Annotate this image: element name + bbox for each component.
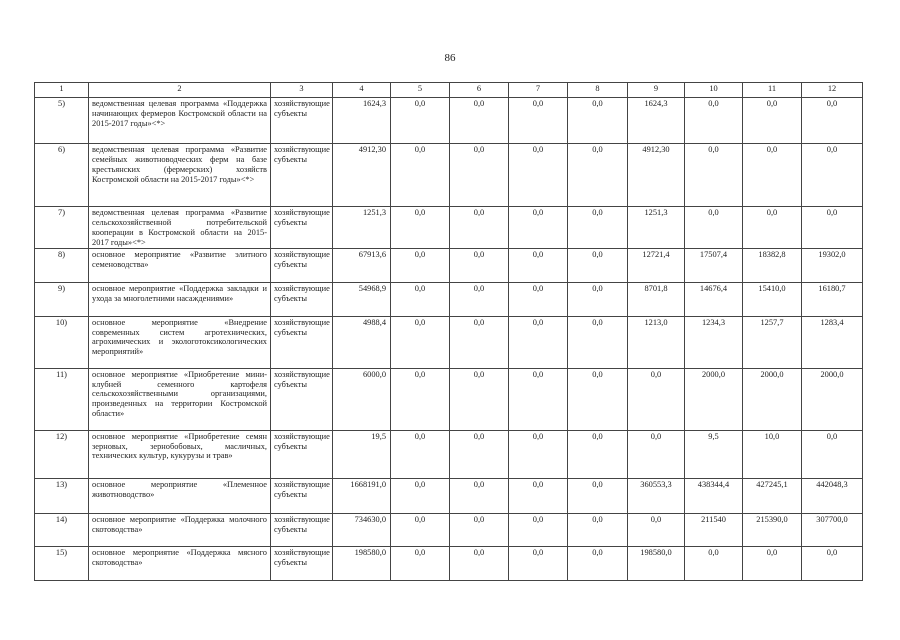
- table-body: [35, 98, 863, 581]
- executor-cell: хозяйствующие субъекты: [271, 430, 333, 478]
- event-name-cell: ведомственная целевая программа «Развитие семейных животноводческих ферм на базе крестьянских (фермерских) хозяйств Костромской области на 2015-2017 годы»<*>: [89, 144, 271, 207]
- value-cell: 215390,0: [743, 513, 802, 546]
- executor-cell: хозяйствующие субъекты: [271, 316, 333, 368]
- value-cell: 0,0: [391, 316, 450, 368]
- column-header: 5: [391, 83, 450, 98]
- table-row: [35, 478, 863, 513]
- value-cell: 1257,7: [743, 316, 802, 368]
- value-cell: 1624,3: [333, 98, 391, 144]
- value-cell: 0,0: [568, 144, 628, 207]
- value-cell: 0,0: [391, 282, 450, 316]
- column-header: 7: [509, 83, 568, 98]
- value-cell: 1668191,0: [333, 478, 391, 513]
- value-cell: 0,0: [509, 546, 568, 580]
- value-cell: 0,0: [685, 98, 743, 144]
- row-number-cell: 9): [35, 282, 89, 316]
- value-cell: 0,0: [391, 98, 450, 144]
- column-header: 10: [685, 83, 743, 98]
- row-number-cell: 12): [35, 430, 89, 478]
- value-cell: 0,0: [391, 248, 450, 282]
- executor-cell: хозяйствующие субъекты: [271, 513, 333, 546]
- value-cell: 0,0: [509, 478, 568, 513]
- executor-cell: хозяйствующие субъекты: [271, 144, 333, 207]
- value-cell: 0,0: [450, 513, 509, 546]
- value-cell: 12721,4: [628, 248, 685, 282]
- value-cell: 17507,4: [685, 248, 743, 282]
- value-cell: 1283,4: [802, 316, 863, 368]
- value-cell: 0,0: [568, 98, 628, 144]
- value-cell: 0,0: [568, 513, 628, 546]
- column-header: 6: [450, 83, 509, 98]
- value-cell: 0,0: [509, 368, 568, 430]
- value-cell: 0,0: [450, 478, 509, 513]
- value-cell: 14676,4: [685, 282, 743, 316]
- value-cell: 1251,3: [333, 207, 391, 249]
- value-cell: 211540: [685, 513, 743, 546]
- column-header: 2: [89, 83, 271, 98]
- value-cell: 0,0: [450, 368, 509, 430]
- value-cell: 0,0: [568, 207, 628, 249]
- event-name-cell: ведомственная целевая программа «Развитие сельскохозяйственной потребительской кооперации в Костромской области на 2015-2017 годы»<*>: [89, 207, 271, 249]
- row-number-cell: 5): [35, 98, 89, 144]
- value-cell: 1624,3: [628, 98, 685, 144]
- row-number-cell: 11): [35, 368, 89, 430]
- value-cell: 0,0: [802, 144, 863, 207]
- table-row: [35, 144, 863, 207]
- event-name-cell: ведомственная целевая программа «Поддержка начинающих фермеров Костромской области на 2015-2017 годы»<*>: [89, 98, 271, 144]
- value-cell: 0,0: [743, 98, 802, 144]
- table-row: [35, 513, 863, 546]
- value-cell: 0,0: [509, 144, 568, 207]
- value-cell: 438344,4: [685, 478, 743, 513]
- event-name-cell: основное мероприятие «Приобретение семян зерновых, зернобобовых, масличных, технических культур, кукурузы и трав»: [89, 430, 271, 478]
- value-cell: 0,0: [509, 282, 568, 316]
- value-cell: 0,0: [450, 430, 509, 478]
- table-row: [35, 546, 863, 580]
- value-cell: 0,0: [568, 430, 628, 478]
- event-name-cell: основное мероприятие «Развитие элитного семеноводства»: [89, 248, 271, 282]
- header-row: [35, 83, 863, 98]
- value-cell: 0,0: [509, 513, 568, 546]
- value-cell: 0,0: [391, 144, 450, 207]
- value-cell: 0,0: [568, 282, 628, 316]
- value-cell: 0,0: [802, 98, 863, 144]
- value-cell: 0,0: [391, 546, 450, 580]
- value-cell: 0,0: [685, 207, 743, 249]
- value-cell: 1251,3: [628, 207, 685, 249]
- table-row: [35, 248, 863, 282]
- value-cell: 4912,30: [333, 144, 391, 207]
- event-name-cell: основное мероприятие «Поддержка молочного скотоводства»: [89, 513, 271, 546]
- value-cell: 2000,0: [685, 368, 743, 430]
- value-cell: 0,0: [568, 316, 628, 368]
- value-cell: 0,0: [450, 282, 509, 316]
- event-name-cell: основное мероприятие «Поддержка мясного скотоводства»: [89, 546, 271, 580]
- value-cell: 198580,0: [628, 546, 685, 580]
- value-cell: 0,0: [743, 546, 802, 580]
- value-cell: 54968,9: [333, 282, 391, 316]
- column-header: 12: [802, 83, 863, 98]
- value-cell: 307700,0: [802, 513, 863, 546]
- page-number: 86: [444, 52, 456, 64]
- value-cell: 1213,0: [628, 316, 685, 368]
- value-cell: 8701,8: [628, 282, 685, 316]
- value-cell: 0,0: [509, 316, 568, 368]
- value-cell: 0,0: [450, 144, 509, 207]
- row-number-cell: 10): [35, 316, 89, 368]
- column-header: 3: [271, 83, 333, 98]
- value-cell: 10,0: [743, 430, 802, 478]
- value-cell: 19,5: [333, 430, 391, 478]
- value-cell: 0,0: [685, 144, 743, 207]
- value-cell: 19302,0: [802, 248, 863, 282]
- row-number-cell: 15): [35, 546, 89, 580]
- table-row: [35, 368, 863, 430]
- value-cell: 67913,6: [333, 248, 391, 282]
- value-cell: 198580,0: [333, 546, 391, 580]
- event-name-cell: основное мероприятие «Приобретение мини-клубней семенного картофеля сельскохозяйственными организациями, произведенных на территории Костромской области»: [89, 368, 271, 430]
- value-cell: 0,0: [391, 207, 450, 249]
- value-cell: 0,0: [450, 98, 509, 144]
- value-cell: 734630,0: [333, 513, 391, 546]
- value-cell: 0,0: [391, 513, 450, 546]
- table-row: [35, 207, 863, 249]
- budget-table: [34, 82, 863, 581]
- event-name-cell: основное мероприятие «Поддержка закладки и ухода за многолетними насаждениями»: [89, 282, 271, 316]
- row-number-cell: 7): [35, 207, 89, 249]
- value-cell: 0,0: [628, 513, 685, 546]
- row-number-cell: 13): [35, 478, 89, 513]
- value-cell: 0,0: [450, 316, 509, 368]
- value-cell: 0,0: [568, 368, 628, 430]
- table-row: [35, 430, 863, 478]
- value-cell: 442048,3: [802, 478, 863, 513]
- column-header: 8: [568, 83, 628, 98]
- value-cell: 0,0: [802, 430, 863, 478]
- value-cell: 0,0: [391, 430, 450, 478]
- value-cell: 18382,8: [743, 248, 802, 282]
- executor-cell: хозяйствующие субъекты: [271, 248, 333, 282]
- executor-cell: хозяйствующие субъекты: [271, 368, 333, 430]
- value-cell: 0,0: [450, 248, 509, 282]
- value-cell: 1234,3: [685, 316, 743, 368]
- row-number-cell: 14): [35, 513, 89, 546]
- executor-cell: хозяйствующие субъекты: [271, 98, 333, 144]
- value-cell: 0,0: [743, 144, 802, 207]
- value-cell: 0,0: [568, 248, 628, 282]
- value-cell: 0,0: [509, 248, 568, 282]
- value-cell: 0,0: [628, 368, 685, 430]
- value-cell: 4912,30: [628, 144, 685, 207]
- value-cell: 0,0: [509, 207, 568, 249]
- value-cell: 0,0: [802, 207, 863, 249]
- value-cell: 9,5: [685, 430, 743, 478]
- executor-cell: хозяйствующие субъекты: [271, 478, 333, 513]
- event-name-cell: основное мероприятие «Племенное животноводство»: [89, 478, 271, 513]
- event-name-cell: основное мероприятие «Внедрение современных систем агротехнических, агрохимических и экологотоксикологических мероприятий»: [89, 316, 271, 368]
- value-cell: 360553,3: [628, 478, 685, 513]
- value-cell: 0,0: [450, 207, 509, 249]
- value-cell: 0,0: [509, 98, 568, 144]
- value-cell: 0,0: [391, 368, 450, 430]
- value-cell: 4988,4: [333, 316, 391, 368]
- value-cell: 0,0: [802, 546, 863, 580]
- value-cell: 0,0: [568, 478, 628, 513]
- value-cell: 16180,7: [802, 282, 863, 316]
- value-cell: 0,0: [628, 430, 685, 478]
- value-cell: 0,0: [743, 207, 802, 249]
- table-row: [35, 282, 863, 316]
- column-header: 4: [333, 83, 391, 98]
- value-cell: 15410,0: [743, 282, 802, 316]
- table-row: [35, 316, 863, 368]
- column-header: 1: [35, 83, 89, 98]
- value-cell: 0,0: [450, 546, 509, 580]
- value-cell: 0,0: [685, 546, 743, 580]
- value-cell: 0,0: [391, 478, 450, 513]
- executor-cell: хозяйствующие субъекты: [271, 207, 333, 249]
- executor-cell: хозяйствующие субъекты: [271, 282, 333, 316]
- executor-cell: хозяйствующие субъекты: [271, 546, 333, 580]
- table-row: [35, 98, 863, 144]
- value-cell: 2000,0: [743, 368, 802, 430]
- value-cell: 0,0: [509, 430, 568, 478]
- column-header: 11: [743, 83, 802, 98]
- value-cell: 2000,0: [802, 368, 863, 430]
- value-cell: 6000,0: [333, 368, 391, 430]
- value-cell: 427245,1: [743, 478, 802, 513]
- value-cell: 0,0: [568, 546, 628, 580]
- row-number-cell: 8): [35, 248, 89, 282]
- row-number-cell: 6): [35, 144, 89, 207]
- column-header: 9: [628, 83, 685, 98]
